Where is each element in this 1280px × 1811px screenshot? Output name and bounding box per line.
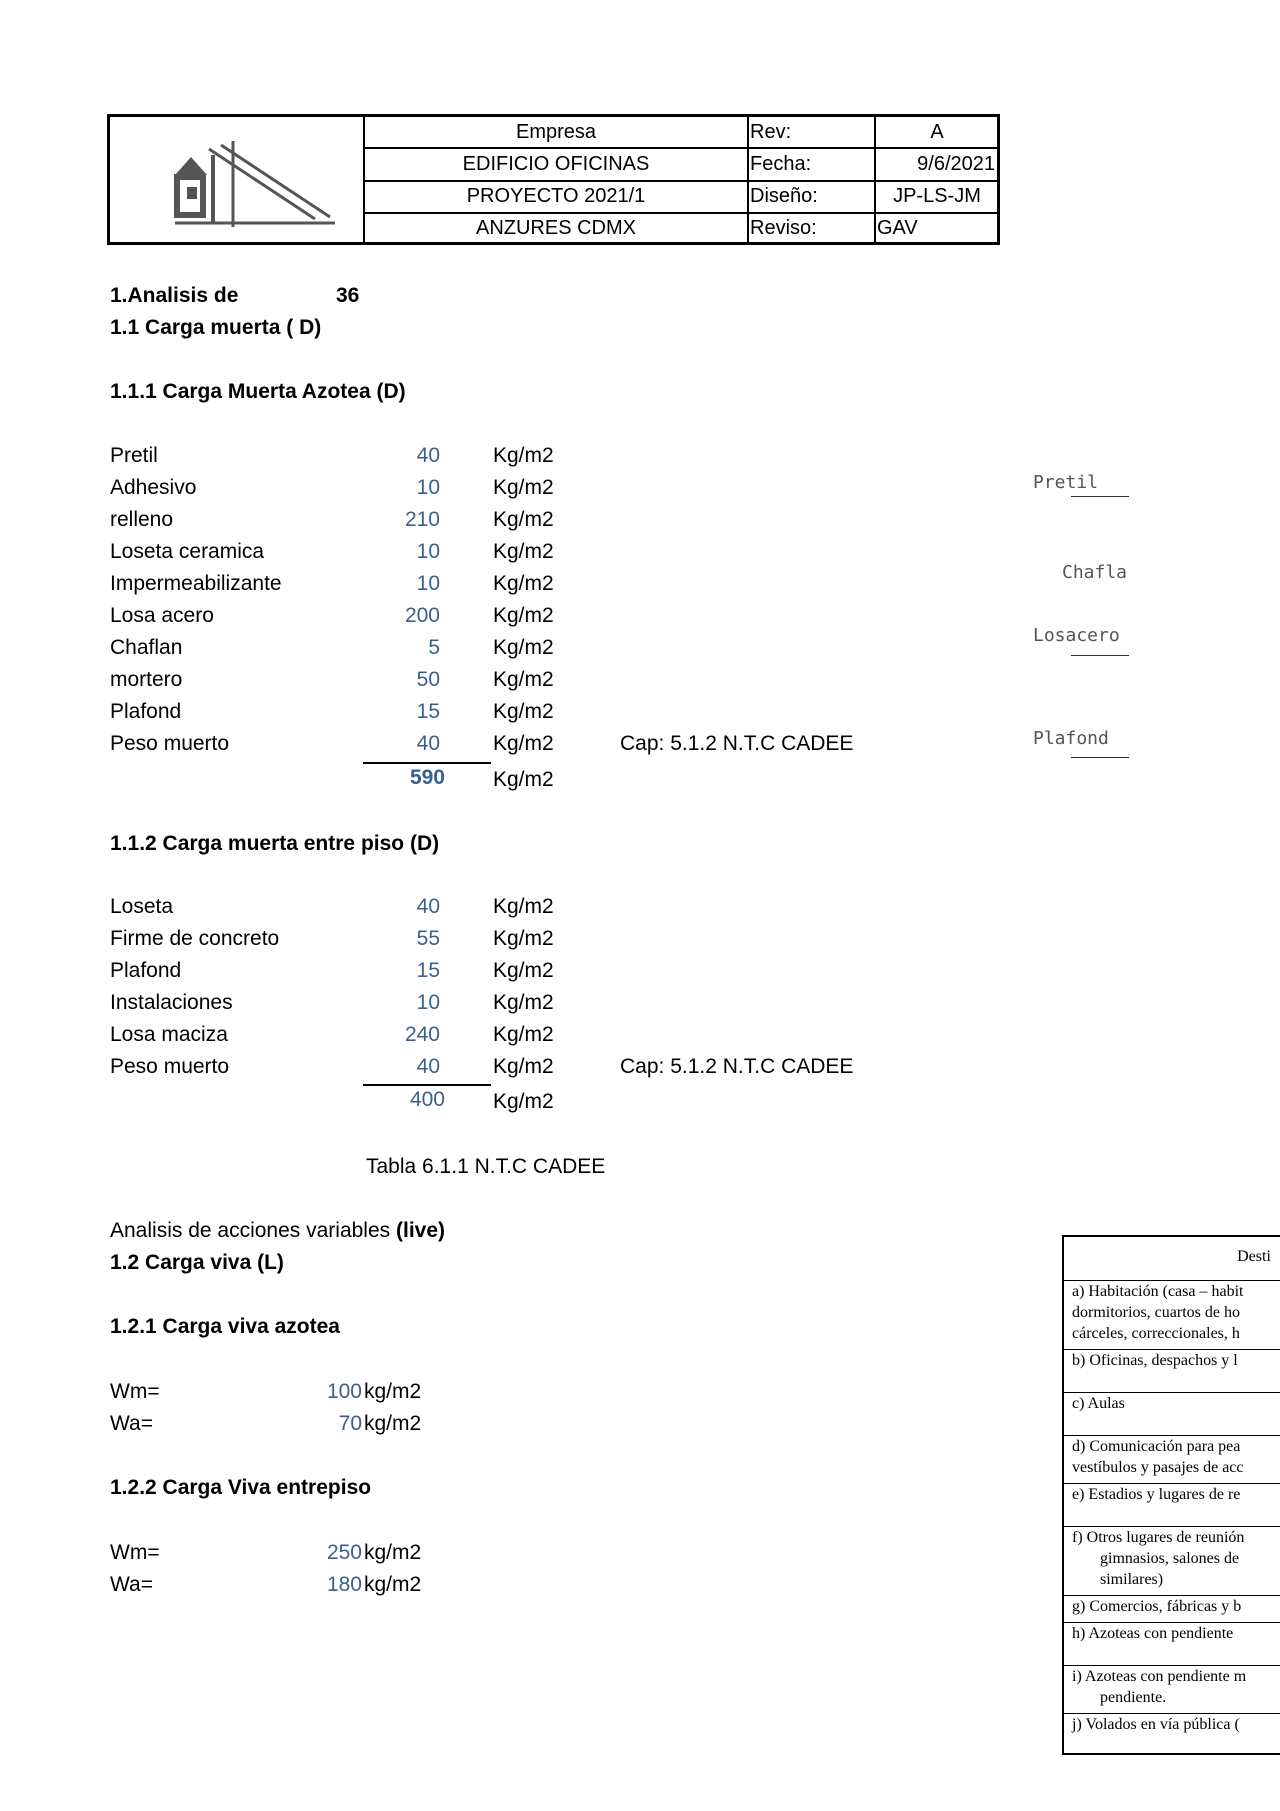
- dead-floor-item-value: 15: [416, 959, 440, 982]
- dead-floor-item-value: 40: [416, 895, 440, 918]
- ntc-table-header: Desti: [1237, 1248, 1271, 1265]
- dead-roof-item-value: 40: [416, 444, 440, 467]
- ntc-live-load-table: [1062, 1235, 1280, 1755]
- dead-floor-item-value: 40: [416, 1055, 440, 1078]
- dead-roof-item-unit: Kg/m2: [493, 700, 554, 723]
- company-name: Empresa: [515, 121, 597, 143]
- floor-total-rule: [363, 1084, 491, 1086]
- ntc-table-row-line: c) Aulas: [1072, 1395, 1125, 1412]
- rev-label: Rev:: [750, 121, 792, 143]
- dead-roof-item-unit: Kg/m2: [493, 508, 554, 531]
- roof-total-value: 590: [409, 766, 445, 789]
- drawing-label-pretil: Pretil: [1033, 472, 1099, 493]
- rev-value: A: [930, 121, 944, 143]
- ntc-table-row-line: a) Habitación (casa – habit: [1072, 1283, 1244, 1300]
- live-floor-wa-unit: kg/m2: [364, 1573, 422, 1596]
- dead-roof-item-value: 40: [416, 732, 440, 755]
- dead-roof-item-name: Plafond: [110, 700, 182, 723]
- dead-floor-item-name: Peso muerto: [110, 1055, 230, 1078]
- dead-roof-item-name: Pretil: [110, 444, 158, 467]
- dead-floor-item-name: Firme de concreto: [110, 927, 280, 950]
- live-roof-wa-value: 70: [338, 1412, 362, 1435]
- live-floor-wm-value: 250: [326, 1541, 362, 1564]
- ntc-table-row: [1064, 1349, 1280, 1374]
- location-name: ANZURES CDMX: [475, 217, 636, 239]
- review-label: Reviso:: [750, 217, 817, 239]
- dead-floor-item-unit: Kg/m2: [493, 1023, 554, 1046]
- dead-roof-item-value: 50: [416, 668, 440, 691]
- dead-floor-item-name: Loseta: [110, 895, 174, 918]
- dead-roof-item-value: 10: [416, 540, 440, 563]
- dead-roof-item-unit: Kg/m2: [493, 540, 554, 563]
- dead-floor-item-unit: Kg/m2: [493, 895, 554, 918]
- ntc-table-row-line: gimnasios, salones de: [1100, 1550, 1240, 1567]
- dead-roof-item-name: Chaflan: [110, 636, 183, 659]
- dead-roof-item-unit: Kg/m2: [493, 604, 554, 627]
- ntc-table-row-line: dormitorios, cuartos de ho: [1072, 1304, 1240, 1321]
- roof-total-unit: Kg/m2: [493, 768, 554, 791]
- dead-floor-item-unit: Kg/m2: [493, 927, 554, 950]
- dead-roof-item-name: Peso muerto: [110, 732, 230, 755]
- ntc-table-row-line: i) Azoteas con pendiente m: [1072, 1668, 1247, 1685]
- section-title: 1.Analisis de: [110, 284, 239, 307]
- dead-floor-item-unit: Kg/m2: [493, 1055, 554, 1078]
- live-floor-wa-label: Wa=: [110, 1573, 153, 1596]
- date-value: 9/6/2021: [917, 153, 995, 175]
- ntc-table-row: [1064, 1665, 1280, 1711]
- ntc-table-row: [1064, 1622, 1280, 1647]
- live-floor-wa-value: 180: [326, 1573, 362, 1596]
- live-roof-wm-value: 100: [326, 1380, 362, 1403]
- ntc-table-row-line: cárceles, correccionales, h: [1072, 1325, 1240, 1342]
- dead-floor-item-unit: Kg/m2: [493, 959, 554, 982]
- drawing-label-plafond: Plafond: [1033, 728, 1109, 749]
- design-label: Diseño:: [750, 185, 818, 207]
- floor-total-value: 400: [409, 1088, 445, 1111]
- dead-floor-item-name: Plafond: [110, 959, 182, 982]
- dead-roof-item-value: 10: [416, 476, 440, 499]
- live-roof-wm-label: Wm=: [110, 1380, 160, 1403]
- floor-total-unit: Kg/m2: [493, 1090, 554, 1113]
- dead-roof-item-name: Loseta ceramica: [110, 540, 265, 563]
- ntc-table-row-line: j) Volados en vía pública (: [1072, 1716, 1240, 1733]
- dead-floor-item-note: Cap: 5.1.2 N.T.C CADEE: [620, 1055, 854, 1078]
- live-roof-wm-unit: kg/m2: [364, 1380, 422, 1403]
- dead-roof-item-value: 200: [404, 604, 440, 627]
- dead-roof-item-name: Losa acero: [110, 604, 214, 627]
- ntc-table-row: [1064, 1435, 1280, 1481]
- live-floor-wm-label: Wm=: [110, 1541, 160, 1564]
- dead-roof-item-value: 15: [416, 700, 440, 723]
- dead-roof-item-unit: Kg/m2: [493, 572, 554, 595]
- dead-floor-item-name: Instalaciones: [110, 991, 233, 1014]
- title-block: [107, 114, 1000, 245]
- dead-roof-item-note: Cap: 5.1.2 N.T.C CADEE: [620, 732, 854, 755]
- live-floor-wm-unit: kg/m2: [364, 1541, 422, 1564]
- dead-roof-item-name: mortero: [110, 668, 183, 691]
- dead-roof-item-value: 5: [428, 636, 440, 659]
- date-label: Fecha:: [750, 153, 812, 175]
- live-heading: 1.2 Carga viva (L): [110, 1251, 284, 1274]
- design-value: JP-LS-JM: [893, 185, 981, 207]
- ntc-table-row-line: f) Otros lugares de reunión: [1072, 1529, 1245, 1546]
- ntc-table-row-line: pendiente.: [1100, 1689, 1167, 1706]
- live-roof-wa-unit: kg/m2: [364, 1412, 422, 1435]
- review-value: GAV: [877, 217, 918, 239]
- ntc-table-row: [1064, 1280, 1280, 1347]
- dead-floor-heading: 1.1.2 Carga muerta entre piso (D): [110, 832, 440, 855]
- drawing-label-chafla: Chafla: [1062, 562, 1128, 583]
- dead-roof-item-name: relleno: [110, 508, 174, 531]
- dead-roof-item-unit: Kg/m2: [493, 636, 554, 659]
- live-intro: Analisis de acciones variables (live): [110, 1219, 446, 1242]
- ntc-table-row-line: b) Oficinas, despachos y l: [1072, 1352, 1238, 1369]
- table-caption: Tabla 6.1.1 N.T.C CADEE: [366, 1155, 606, 1178]
- dead-roof-item-name: Impermeabilizante: [110, 572, 282, 595]
- drawing-label-losacero: Losacero: [1033, 625, 1120, 646]
- ntc-table-row-line: e) Estadios y lugares de re: [1072, 1486, 1241, 1503]
- dead-roof-heading: 1.1.1 Carga Muerta Azotea (D): [110, 380, 406, 403]
- dead-roof-item-unit: Kg/m2: [493, 476, 554, 499]
- dead-floor-item-name: Losa maciza: [110, 1023, 228, 1046]
- dead-roof-item-unit: Kg/m2: [493, 668, 554, 691]
- section-number: 36: [336, 284, 360, 307]
- dead-roof-item-value: 210: [404, 508, 440, 531]
- ntc-table-row: [1064, 1526, 1280, 1593]
- house-logo-icon: [165, 135, 340, 230]
- ntc-table-row-line: vestíbulos y pasajes de acc: [1072, 1459, 1244, 1476]
- live-roof-wa-label: Wa=: [110, 1412, 153, 1435]
- live-floor-heading: 1.2.2 Carga Viva entrepiso: [110, 1476, 372, 1499]
- dead-roof-item-name: Adhesivo: [110, 476, 197, 499]
- dead-roof-item-unit: Kg/m2: [493, 444, 554, 467]
- ntc-table-row-line: similares): [1100, 1571, 1164, 1588]
- project-name: PROYECTO 2021/1: [466, 185, 646, 207]
- roof-total-rule: [363, 762, 491, 764]
- ntc-table-row-line: g) Comercios, fábricas y b: [1072, 1598, 1242, 1615]
- dead-roof-item-unit: Kg/m2: [493, 732, 554, 755]
- dead-floor-item-value: 55: [416, 927, 440, 950]
- building-name: EDIFICIO OFICINAS: [462, 153, 650, 175]
- live-roof-heading: 1.2.1 Carga viva azotea: [110, 1315, 340, 1338]
- ntc-table-row: [1064, 1595, 1280, 1620]
- dead-floor-item-unit: Kg/m2: [493, 991, 554, 1014]
- ntc-table-row: [1064, 1483, 1280, 1508]
- ntc-table-row-line: h) Azoteas con pendiente: [1072, 1625, 1234, 1642]
- dead-floor-item-value: 240: [404, 1023, 440, 1046]
- dead-floor-item-value: 10: [416, 991, 440, 1014]
- dead-roof-item-value: 10: [416, 572, 440, 595]
- ntc-table-row-line: d) Comunicación para pea: [1072, 1438, 1241, 1455]
- ntc-table-row: [1064, 1713, 1280, 1738]
- ntc-table-row: [1064, 1392, 1280, 1417]
- dead-load-title: 1.1 Carga muerta ( D): [110, 316, 322, 339]
